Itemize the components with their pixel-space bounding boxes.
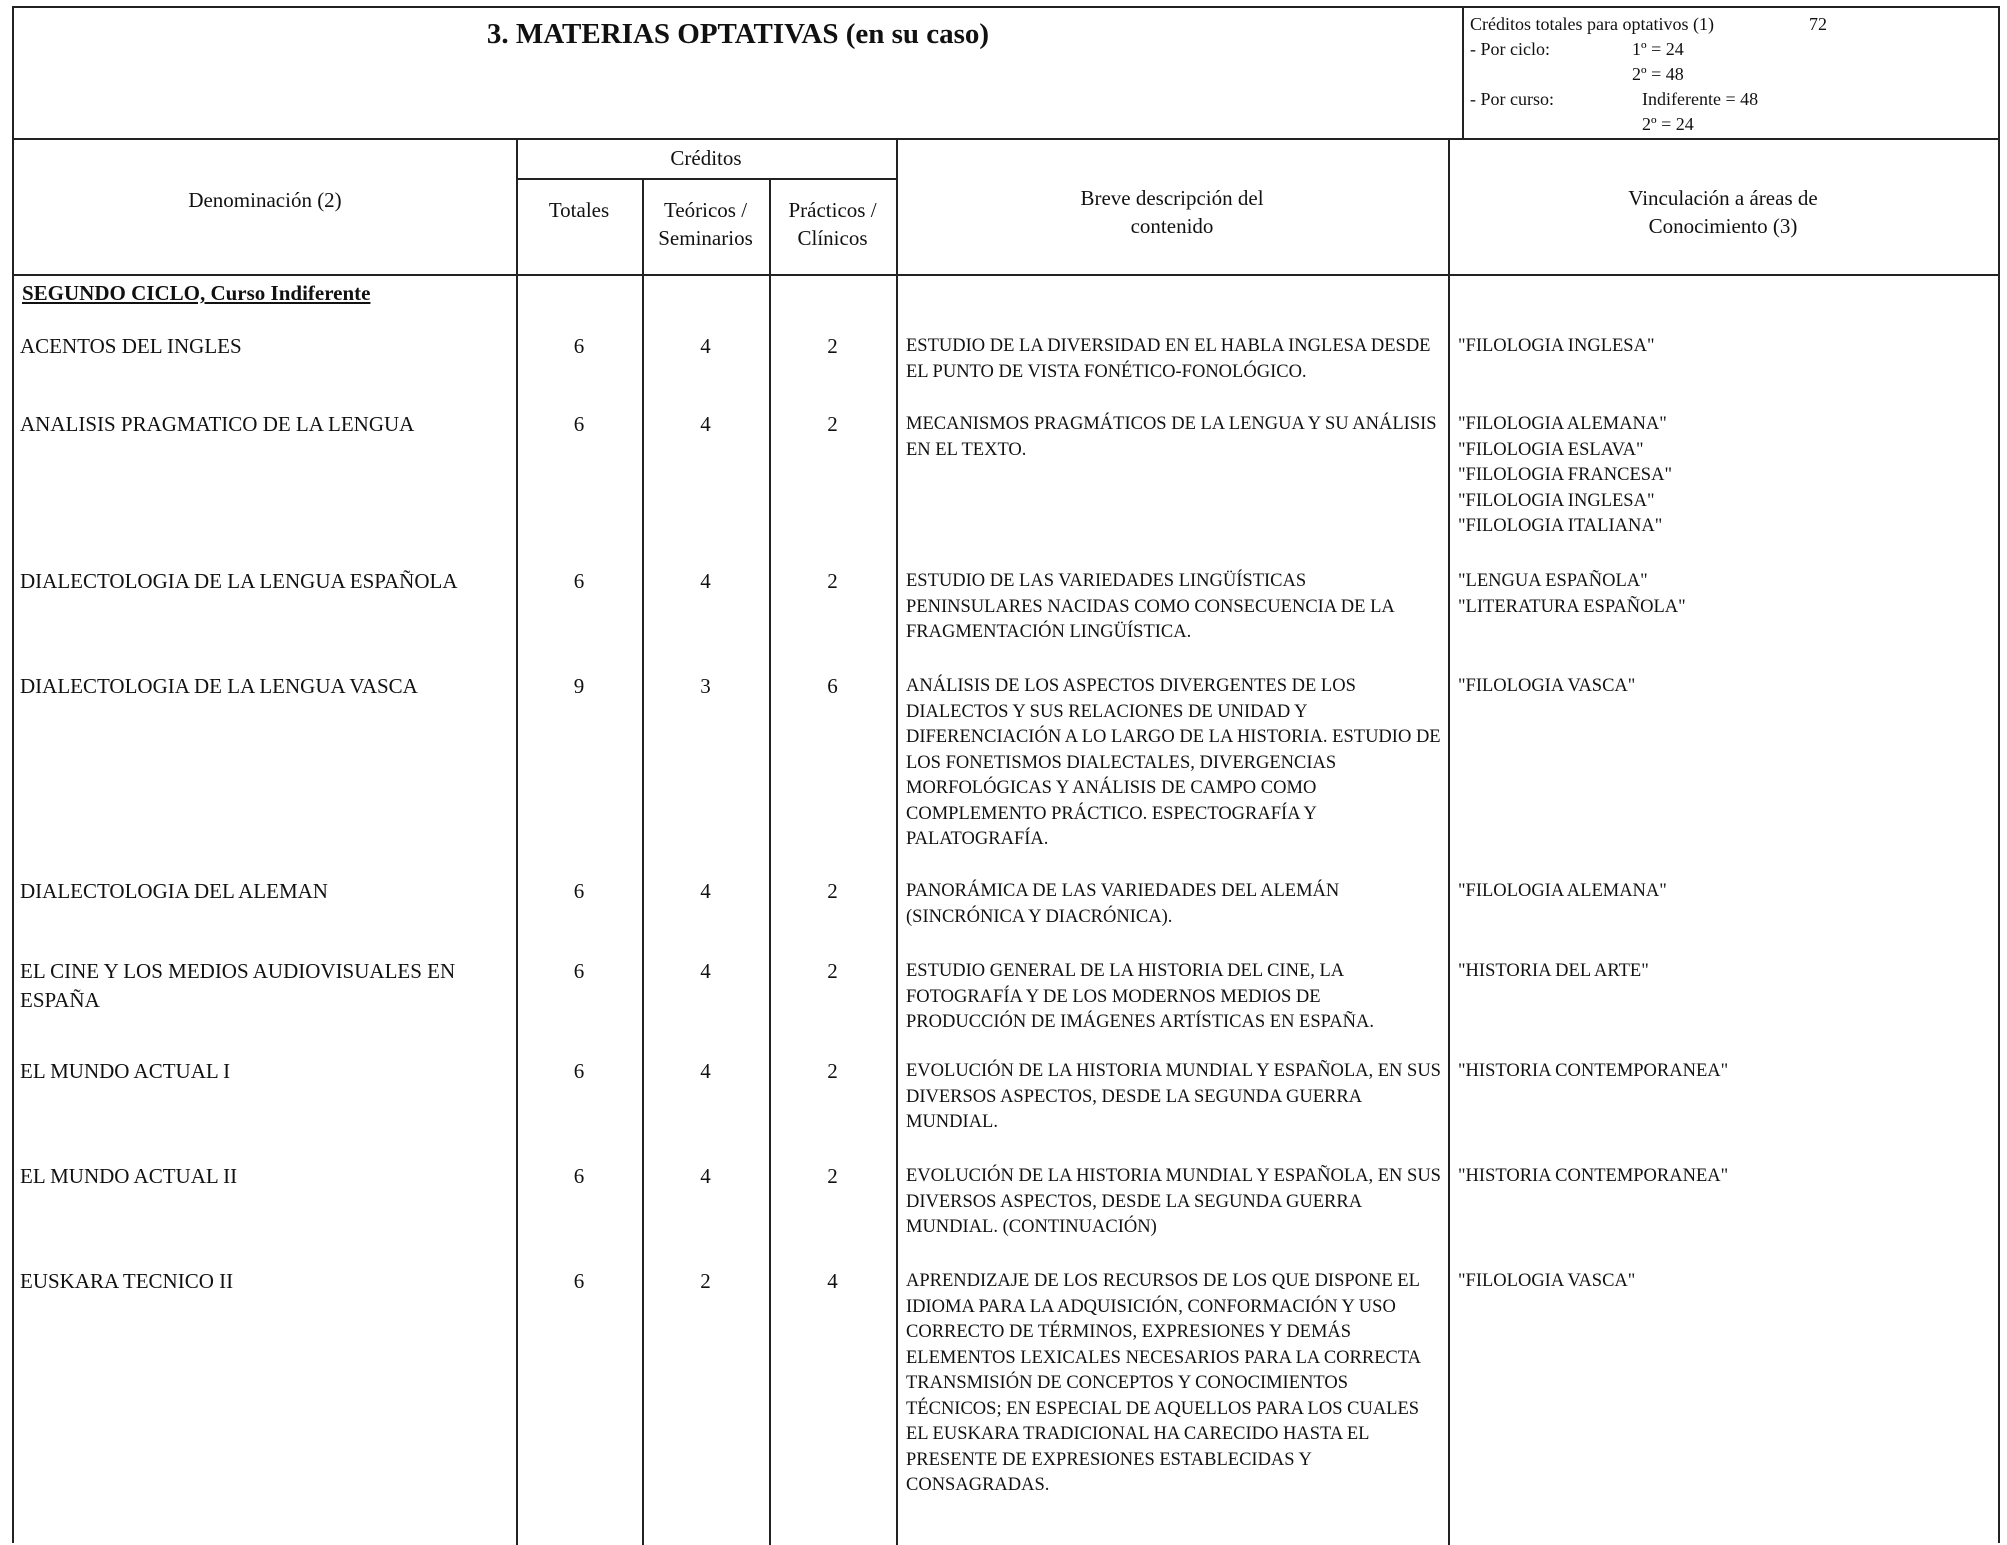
header-vinculacion (1448, 184, 1998, 240)
header-teoricos-line-2: Seminarios (658, 226, 753, 250)
credits-teoricos: 4 (700, 569, 711, 593)
header-teoricos-line-1: Teóricos / (663, 198, 748, 222)
subject-name: DIALECTOLOGIA DE LA LENGUA ESPAÑOLA (20, 569, 458, 593)
header-teoricos (642, 196, 769, 252)
knowledge-area-item: "LITERATURA ESPAÑOLA" (1458, 596, 1686, 617)
knowledge-area-item: "FILOLOGIA VASCA" (1458, 676, 1636, 696)
subject-description: PANORÁMICA DE LAS VARIEDADES DEL ALEMÁN (SINCRÓNICA Y DIACRÓNICA). (906, 881, 1340, 927)
subject-name: DIALECTOLOGIA DEL ALEMAN (20, 879, 328, 903)
knowledge-area-item: "LENGUA ESPAÑOLA" (1458, 571, 1648, 591)
knowledge-area-item: "FILOLOGIA ESLAVA" (1458, 439, 1644, 460)
credits-totales: 6 (573, 334, 585, 358)
subject-name: ANALISIS PRAGMATICO DE LA LENGUA (20, 412, 415, 436)
knowledge-area-item: "HISTORIA CONTEMPORANEA" (1458, 1061, 1729, 1081)
credits-totales: 6 (573, 1059, 585, 1083)
credits-ciclo-row (1464, 37, 1998, 62)
knowledge-areas (1458, 674, 1988, 700)
credits-practicos: 2 (827, 334, 838, 358)
credits-totales: 6 (573, 412, 585, 436)
column-rule (1448, 138, 1450, 1545)
por-curso-label: - Por curso: (1470, 89, 1554, 109)
table-header (14, 138, 1998, 276)
credits-practicos: 2 (827, 1059, 838, 1083)
por-ciclo-label: - Por ciclo: (1470, 39, 1550, 59)
credits-totales: 6 (573, 959, 585, 983)
credits-curso-row (1464, 87, 1998, 112)
credits-total-row (1464, 12, 1998, 37)
credits-summary-box (1462, 8, 1998, 138)
credits-teoricos: 4 (700, 1059, 711, 1083)
credits-practicos: 2 (827, 412, 838, 436)
knowledge-areas (1458, 959, 1988, 985)
header-denominacion: Denominación (2) (188, 188, 342, 212)
credits-practicos: 2 (827, 569, 838, 593)
credits-teoricos: 4 (700, 959, 711, 983)
knowledge-area-item: "FILOLOGIA FRANCESA" (1458, 465, 1672, 485)
subject-description: ANÁLISIS DE LOS ASPECTOS DIVERGENTES DE LOS DIALECTOS Y SUS RELACIONES DE UNIDAD Y DIFERENCIACIÓN A LO LARGO DE LA HISTORIA. ESTUDIO DE LOS FONETISMOS DIALECTALES, DIVERGENCIAS MORFOLÓGICAS Y ANÁLISIS DE CAMPO COMO COMPLEMENTO PRÁCTICO. ESPECTOGRAFÍA Y PALATOGRAFÍA. (906, 676, 1441, 849)
credits-teoricos: 4 (700, 879, 711, 903)
knowledge-area-item: "FILOLOGIA INGLESA" (1458, 490, 1655, 511)
credits-total-label: Créditos totales para optativos (1) (1470, 14, 1714, 34)
knowledge-areas (1458, 569, 1988, 620)
subject-description: EVOLUCIÓN DE LA HISTORIA MUNDIAL Y ESPAÑOLA, EN SUS DIVERSOS ASPECTOS, DESDE LA SEGUNDA GUERRA MUNDIAL. (906, 1061, 1441, 1132)
header-vinculacion-line-2: Conocimiento (3) (1648, 214, 1798, 238)
credits-practicos: 2 (827, 879, 838, 903)
subject-description: ESTUDIO GENERAL DE LA HISTORIA DEL CINE, LA FOTOGRAFÍA Y DE LOS MODERNOS MEDIOS DE PRODUCCIÓN DE IMÁGENES ARTÍSTICAS EN ESPAÑA. (906, 961, 1374, 1032)
title-band (14, 8, 1998, 140)
knowledge-area-item: "FILOLOGIA VASCA" (1458, 1271, 1636, 1291)
knowledge-areas (1458, 879, 1988, 905)
credits-curso-2-row (1464, 112, 1998, 137)
header-creditos-divider (516, 178, 896, 180)
header-vinculacion-line-1: Vinculación a áreas de (1628, 186, 1818, 210)
credits-practicos: 2 (827, 959, 838, 983)
subject-name: EL CINE Y LOS MEDIOS AUDIOVISUALES EN ESPAÑA (20, 959, 456, 1012)
document-page (12, 6, 2000, 1543)
credits-totales: 9 (573, 674, 585, 698)
credits-teoricos: 4 (700, 1164, 711, 1188)
header-descripcion (896, 184, 1448, 240)
subject-description: EVOLUCIÓN DE LA HISTORIA MUNDIAL Y ESPAÑOLA, EN SUS DIVERSOS ASPECTOS, DESDE LA SEGUNDA GUERRA MUNDIAL. (CONTINUACIÓN) (906, 1166, 1441, 1237)
section-heading: SEGUNDO CICLO, Curso Indiferente (22, 281, 371, 305)
credits-teoricos: 4 (700, 412, 711, 436)
header-practicos-line-1: Prácticos / (788, 198, 877, 222)
credits-totales: 6 (573, 1164, 585, 1188)
subject-description: ESTUDIO DE LA DIVERSIDAD EN EL HABLA INGLESA DESDE EL PUNTO DE VISTA FONÉTICO-FONOLÓGICO. (906, 336, 1431, 382)
credits-teoricos: 2 (700, 1269, 711, 1293)
ciclo-2-value: 2º = 48 (1632, 64, 1684, 84)
knowledge-area-item: "HISTORIA DEL ARTE" (1458, 961, 1649, 981)
credits-totales: 6 (573, 1269, 585, 1293)
header-practicos (769, 196, 896, 252)
subject-description: MECANISMOS PRAGMÁTICOS DE LA LENGUA Y SU ANÁLISIS EN EL TEXTO. (906, 414, 1437, 460)
header-totales: Totales (548, 198, 610, 222)
knowledge-areas (1458, 412, 1988, 540)
curso-indiferente-value: Indiferente = 48 (1642, 89, 1759, 109)
credits-practicos: 2 (827, 1164, 838, 1188)
knowledge-area-item: "FILOLOGIA INGLESA" (1458, 336, 1655, 356)
credits-totales: 6 (573, 879, 585, 903)
knowledge-area-item: "FILOLOGIA ALEMANA" (1458, 414, 1667, 434)
credits-practicos: 4 (827, 1269, 838, 1293)
credits-teoricos: 4 (700, 334, 711, 358)
knowledge-areas (1458, 1059, 1988, 1085)
subject-name: EL MUNDO ACTUAL I (20, 1059, 231, 1083)
column-rule (896, 138, 898, 1545)
header-practicos-line-2: Clínicos (797, 226, 868, 250)
credits-practicos: 6 (827, 674, 838, 698)
header-creditos: Créditos (670, 146, 742, 170)
page-title: 3. MATERIAS OPTATIVAS (en su caso) (486, 18, 990, 50)
subject-description: APRENDIZAJE DE LOS RECURSOS DE LOS QUE DISPONE EL IDIOMA PARA LA ADQUISICIÓN, CONFORMACIÓN Y USO CORRECTO DE TÉRMINOS, EXPRESIONES Y DEMÁS ELEMENTOS LEXICALES NECESARIOS PARA LA CORRECTA TRANSMISIÓN DE CONCEPTOS Y CONOCIMIENTOS TÉCNICOS; EN ESPECIAL DE AQUELLOS PARA LOS CUALES EL EUSKARA TRADICIONAL HA CARECIDO HASTA EL PRESENTE DE EXPRESIONES ESTABLECIDAS Y CONSAGRADAS. (906, 1271, 1421, 1495)
knowledge-area-item: "FILOLOGIA ITALIANA" (1458, 516, 1663, 536)
subject-description: ESTUDIO DE LAS VARIEDADES LINGÜÍSTICAS PENINSULARES NACIDAS COMO CONSECUENCIA DE LA FRAGMENTACIÓN LINGÜÍSTICA. (906, 571, 1394, 642)
credits-totales: 6 (573, 569, 585, 593)
knowledge-areas (1458, 1269, 1988, 1295)
header-descripcion-line-1: Breve descripción del (1080, 186, 1264, 210)
knowledge-areas (1458, 1164, 1988, 1190)
subject-name: ACENTOS DEL INGLES (20, 334, 242, 358)
credits-teoricos: 3 (700, 674, 711, 698)
subject-name: EUSKARA TECNICO II (20, 1269, 234, 1293)
subject-name: EL MUNDO ACTUAL II (20, 1164, 238, 1188)
credits-total-value: 72 (1809, 14, 1827, 34)
subject-name: DIALECTOLOGIA DE LA LENGUA VASCA (20, 674, 418, 698)
knowledge-area-item: "FILOLOGIA ALEMANA" (1458, 881, 1667, 901)
ciclo-1-value: 1º = 24 (1632, 39, 1684, 59)
knowledge-areas (1458, 334, 1988, 360)
credits-ciclo-2-row (1464, 62, 1998, 87)
header-descripcion-line-2: contenido (1130, 214, 1214, 238)
column-rule (642, 178, 644, 1545)
column-rule (769, 178, 771, 1545)
knowledge-area-item: "HISTORIA CONTEMPORANEA" (1458, 1166, 1729, 1186)
curso-2-value: 2º = 24 (1642, 114, 1694, 134)
